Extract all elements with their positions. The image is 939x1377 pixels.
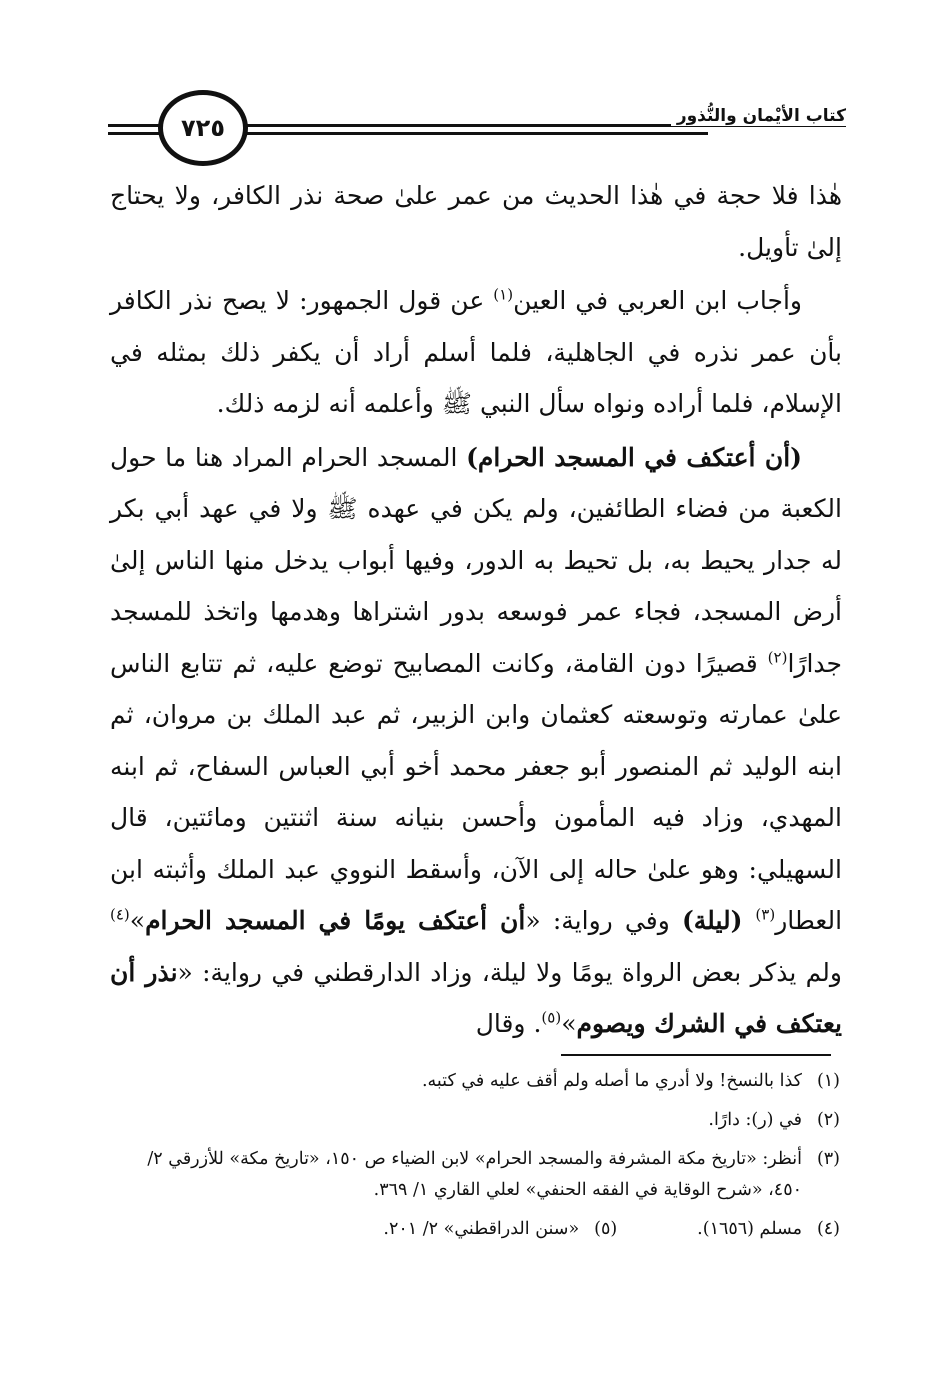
footnote-1 [110,1066,840,1097]
footnote-ref-4[interactable]: (٤) [110,905,130,924]
footnote-number: (٣) [816,1149,840,1169]
footnote-separator [561,1054,831,1056]
footnote-ref-5[interactable]: (٥) [541,1008,562,1027]
paragraph-text: وفي رواية: « [525,906,682,935]
footnote-text: كذا بالنسخ! ولا أدري ما أصله ولم أقف عليه في كتبه. [421,1071,802,1091]
footnote-text: في (ر): دارًا. [708,1110,802,1130]
paragraph-text: . وقال [475,1009,542,1038]
paragraph-text: هٰذا فلا حجة في هٰذا الحديث من عمر علىٰ صحة نذر الكافر، ولا يحتاج إلىٰ تأويل. [110,181,842,262]
paragraph-text: » [129,906,146,935]
paragraph-text: ولم يذكر بعض الرواة يومًا ولا ليلة، وزاد الدارقطني في رواية: « [177,957,842,987]
paragraph-text: قصيرًا دون القامة، وكانت المصابيح توضع عليه، ثم تتابع الناس علىٰ عمارته وتوسعته كعثمان وابن الزبير، ثم عبد الملك بن مروان، ثم ابنه الوليد ثم المنصور أبو جعفر محمد أخو أبي العباس السفاح، ثم ابنه المهدي، وزاد فيه المأمون وأحسن بنيانه سنة اثنتين ومائتين، قال السهيلي: وهو علىٰ حاله إلى الآن، وأسقط النووي عبد الملك وأثبته ابن العطار [110,648,843,935]
paragraph-1 [110,170,842,273]
footnotes [110,1066,840,1245]
matn-quote: (أن أعتكف في المسجد الحرام) [466,442,803,472]
paragraph-text: » [561,1009,577,1038]
footnote-3 [110,1144,840,1206]
page-header [108,88,846,172]
main-text [110,170,842,1052]
footnote-5-text: «سنن الدراقطني» ٢/ ٢٠١. [383,1219,580,1239]
footnote-ref-3[interactable]: (٣) [755,905,776,924]
footnote-row-4-5 [110,1214,840,1245]
footnote-number: (٢) [816,1110,840,1130]
matn-quote: أن أعتكف يومًا في المسجد الحرام [145,906,526,935]
footnote-number: (١) [816,1071,840,1091]
footnote-4-text: مسلم (١٦٥٦). [697,1219,802,1239]
footnote-number: (٥) [594,1219,618,1239]
paragraph-text: المسجد الحرام المراد هنا ما حول الكعبة من فضاء الطائفين، ولم يكن في عهده ﷺ ولا في عهد أبي بكر له جدار يحيط به، بل تحيط به الدور، وفيها أبواب يدخل منها الناس إلىٰ أرض المسجد، فجاء عمر فوسعه بدور اشتراها وهدمها واتخذ للمسجد جدارًا [110,442,842,678]
footnote-2 [110,1105,840,1136]
matn-quote: نذر أن يعتكف في الشرك ويصوم [110,957,842,1038]
running-title: كتاب الأيْمان والنُّذور [671,106,846,126]
paragraph-text: وأجاب ابن العربي في العين [513,286,802,315]
footnote-ref-1[interactable]: (١) [493,285,514,304]
page-number: ٧٢٥ [158,90,248,166]
footnote-ref-2[interactable]: (٢) [767,648,788,667]
paragraph-2 [110,275,842,430]
paragraph-3 [110,432,842,1050]
footnote-text: أنظر: «تاريخ مكة المشرفة والمسجد الحرام» لابن الضياء ص ١٥٠، «تاريخ مكة» للأزرقي ٢/ ٤٥٠، «شرح الوقاية في الفقه الحنفي» لعلي القاري ١/ ٣٦٩. [147,1149,802,1200]
footnote-number: (٤) [816,1219,840,1239]
paragraph-text: عن قول الجمهور: لا يصح نذر الكافر بأن عمر نذره في الجاهلية، فلما أسلم أراد أن يكفر ذلك بمثله في الإسلام، فلما أراده ونواه سأل النبي ﷺ وأعلمه أنه لزمه ذلك. [110,286,842,418]
matn-quote: (ليلة) [681,906,756,935]
